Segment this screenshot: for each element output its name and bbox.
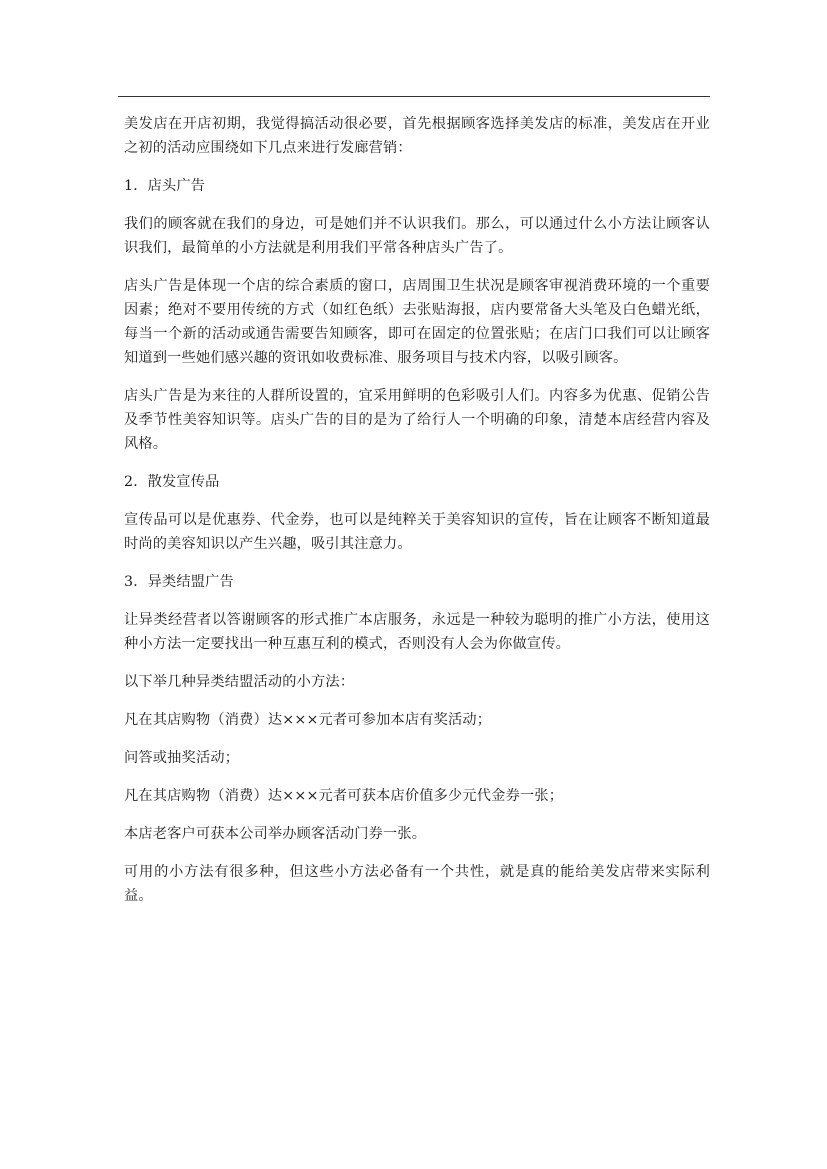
header-rule [118, 96, 710, 97]
list-item: 凡在其店购物（消费）达×××元者可获本店价值多少元代金券一张； [124, 788, 564, 804]
list-item: 问答或抽奖活动； [124, 750, 240, 766]
section-heading-1: 1．店头广告 [124, 178, 206, 194]
document-body [124, 112, 710, 908]
list-item: 本店老客户可获本公司举办顾客活动门券一张。 [124, 826, 427, 842]
intro-paragraph: 美发店在开店初期，我觉得搞活动很必要，首先根据顾客选择美发店的标准，美发店在开业之初的活动应围绕如下几点来进行发廊营销： [124, 116, 710, 156]
body-paragraph: 我们的顾客就在我们的身边，可是她们并不认识我们。那么，可以通过什么小方法让顾客认识我们，最简单的小方法就是利用我们平常各种店头广告了。 [124, 216, 710, 256]
body-paragraph: 店头广告是体现一个店的综合素质的窗口，店周围卫生状况是顾客审视消费环境的一个重要因素；绝对不要用传统的方式（如红色纸）去张贴海报，店内要常备大头笔及白色蜡光纸，每当一个新的活动或通告需要告知顾客，即可在固定的位置张贴；在店门口我们可以让顾客知道到一些她们感兴趣的资讯如收费标准、服务项目与技术内容，以吸引顾客。 [124, 278, 710, 366]
body-paragraph: 以下举几种异类结盟活动的小方法： [124, 674, 355, 690]
section-heading-2: 2．散发宣传品 [124, 474, 220, 490]
closing-paragraph: 可用的小方法有很多种，但这些小方法必备有一个共性，就是真的能给美发店带来实际利益。 [124, 864, 710, 904]
section-heading-3: 3．异类结盟广告 [124, 574, 234, 590]
body-paragraph: 店头广告是为来往的人群所设置的，宜采用鲜明的色彩吸引人们。内容多为优惠、促销公告及季节性美容知识等。店头广告的目的是为了给行人一个明确的印象，清楚本店经营内容及风格。 [124, 388, 710, 452]
list-item: 凡在其店购物（消费）达×××元者可参加本店有奖活动； [124, 712, 492, 728]
body-paragraph: 让异类经营者以答谢顾客的形式推广本店服务，永远是一种较为聪明的推广小方法，使用这种小方法一定要找出一种互惠互利的模式，否则没有人会为你做宣传。 [124, 612, 710, 652]
body-paragraph: 宣传品可以是优惠券、代金券，也可以是纯粹关于美容知识的宣传，旨在让顾客不断知道最时尚的美容知识以产生兴趣，吸引其注意力。 [124, 512, 710, 552]
